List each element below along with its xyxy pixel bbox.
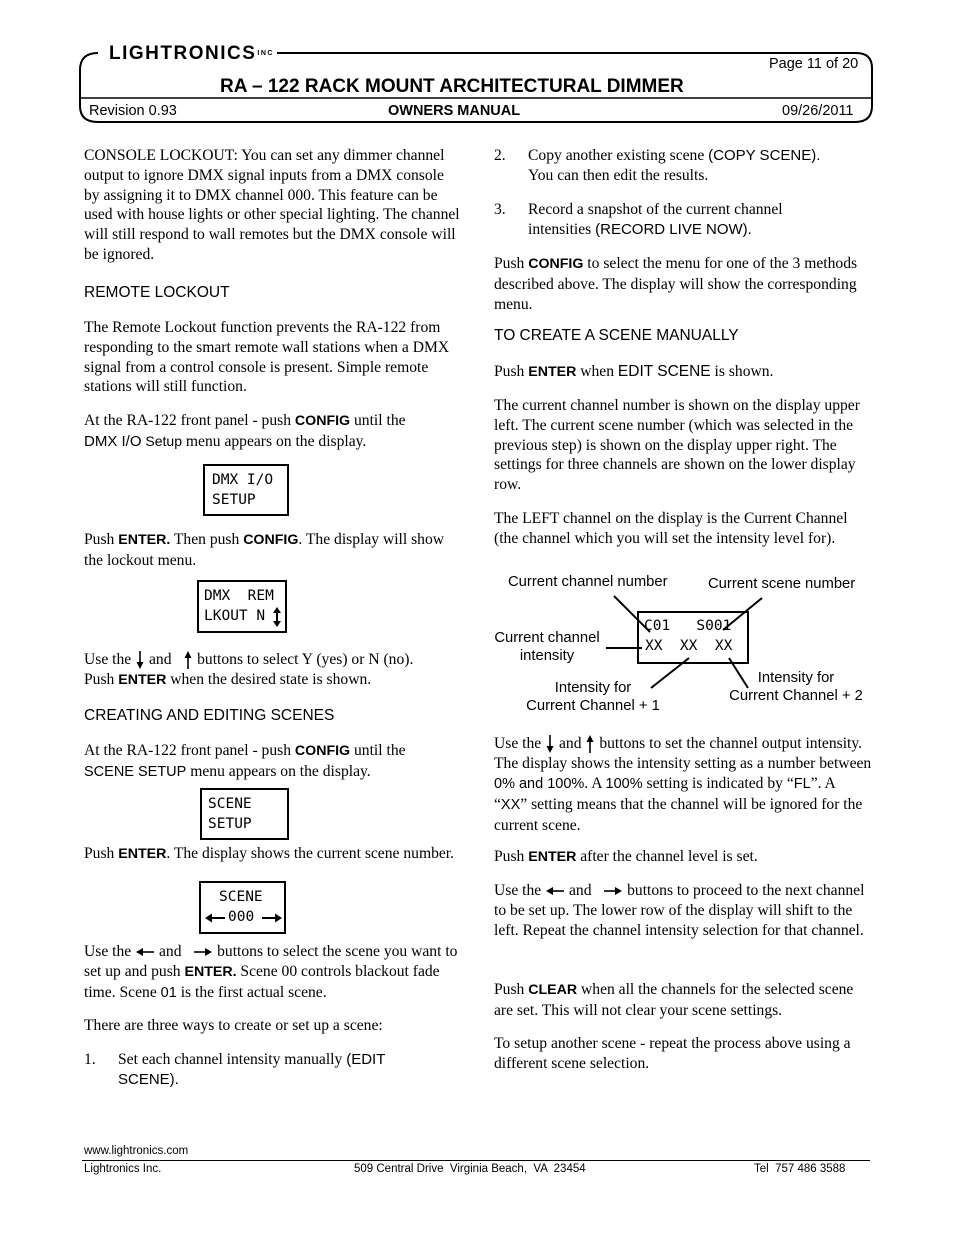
push-enter-instruction-1: Push ENTER. Then push CONFIG. The display will show the lockout menu. — [84, 531, 445, 569]
footer-url[interactable]: www.lightronics.com — [84, 1145, 189, 1157]
use-left-right-instruction-1: Use the and buttons to select the scene you want to set up and push ENTER. Scene 00 controls blackout fade time. Scene 01 is the first actual scene. — [84, 943, 458, 1001]
left-arrow-icon — [204, 912, 226, 924]
down-arrow-icon — [135, 650, 145, 670]
front-panel-instruction-1: At the RA-122 front panel - push CONFIG until the DMX I/O Setup menu appears on the display. — [84, 412, 406, 450]
footer-rule — [82, 1160, 870, 1161]
push-clear-paragraph: Push CLEAR when all the channels for the selected scene are set. This will not clear your scene settings. — [494, 981, 854, 1019]
label-current-channel-number: Current channel number — [508, 574, 668, 590]
lcd-dmx-io-setup: DMX I/O SETUP — [203, 464, 289, 516]
document-subtitle: OWNERS MANUAL — [388, 103, 521, 119]
use-left-right-instruction-2: Use the and buttons to proceed to the next channel to be set up. The lower row of the display will shift to the left. Repeat the channel intensity selection for that channel. — [494, 882, 865, 939]
footer-company: Lightronics Inc. — [84, 1163, 162, 1175]
up-down-arrow-icon — [271, 606, 283, 628]
page-number: Page 11 of 20 — [769, 56, 859, 72]
left-arrow-icon — [545, 885, 565, 897]
diagram-lcd-row-1: C01 S001 — [644, 618, 732, 634]
use-up-down-instruction: Use the and buttons to select Y (yes) or N (no). Push ENTER when the desired state is shown. — [84, 651, 414, 689]
up-arrow-icon — [585, 734, 595, 754]
label-current-channel-intensity: Current channel intensity — [494, 630, 600, 664]
document-title: RA – 122 RACK MOUNT ARCHITECTURAL DIMMER — [220, 76, 684, 97]
footer-address: 509 Central Drive Virginia Beach, VA 23454 — [354, 1163, 586, 1175]
label-intensity-channel-plus-2: Intensity for Current Channel + 2 — [729, 670, 863, 704]
document-date: 09/26/2011 — [782, 103, 854, 119]
front-panel-instruction-2: At the RA-122 front panel - push CONFIG until the SCENE SETUP menu appears on the display. — [84, 742, 406, 780]
create-scene-manually-heading: TO CREATE A SCENE MANUALLY — [494, 327, 739, 344]
remote-lockout-paragraph: The Remote Lockout function prevents the RA-122 from responding to the smart remote wall stations when a DMX signal from a control console is present. Simple remote stations will still function. — [84, 319, 450, 396]
right-arrow-icon — [193, 946, 213, 958]
current-channel-paragraph: The current channel number is shown on the display upper left. The current scene number (which was selected in the previous step) is shown on the display upper right. The settings for three channels are shown on the lower display row. — [494, 397, 860, 494]
footer-phone: Tel 757 486 3588 — [754, 1163, 846, 1175]
three-ways-paragraph: There are three ways to create or set up a scene: — [84, 1017, 383, 1034]
use-up-down-set-intensity: Use the and buttons to set the channel output intensity. The display shows the intensity setting as a number between 0% and 100%. A 100% setting is indicated by “FL”. A “XX” setting means that the channel will be ignored for the current scene. — [494, 735, 872, 834]
label-current-scene-number: Current scene number — [708, 576, 856, 592]
label-intensity-channel-plus-1: Intensity for Current Channel + 1 — [526, 680, 660, 714]
revision: Revision 0.93 — [89, 103, 177, 119]
push-enter-edit-scene: Push ENTER when EDIT SCENE is shown. — [494, 363, 774, 380]
right-arrow-icon — [603, 885, 623, 897]
push-enter-instruction-2: Push ENTER. The display shows the current scene number. — [84, 845, 455, 862]
up-arrow-icon — [183, 650, 193, 670]
left-arrow-icon — [135, 946, 155, 958]
lcd-lockout-menu: DMX REM LKOUT N — [197, 580, 287, 633]
down-arrow-icon — [545, 734, 555, 754]
setup-another-scene-paragraph: To setup another scene - repeat the process above using a different scene selection. — [494, 1035, 851, 1072]
push-config-paragraph: Push CONFIG to select the menu for one of the 3 methods described above. The display will show the corresponding menu. — [494, 255, 858, 313]
creating-scenes-heading: CREATING AND EDITING SCENES — [84, 707, 335, 724]
right-arrow-icon — [261, 912, 283, 924]
lcd-scene-setup: SCENE SETUP — [200, 788, 289, 840]
left-channel-paragraph: The LEFT channel on the display is the Current Channel (the channel which you will set the intensity level for). — [494, 510, 848, 547]
push-enter-after-level: Push ENTER after the channel level is set. — [494, 848, 758, 865]
remote-lockout-heading: REMOTE LOCKOUT — [84, 284, 230, 301]
company-logo: $LIGHTRONICS^{INC}$ — [106, 42, 277, 66]
diagram-lcd-row-2: XX XX XX — [645, 638, 733, 654]
lcd-scene-number: SCENE 000 — [199, 881, 286, 934]
console-lockout-paragraph: CONSOLE LOCKOUT: You can set any dimmer channel output to ignore DMX signal inputs from a DMX console by assigning it to DMX channel 000. This feature can be used with house lights or other special lighting. The channel will still respond to wall remotes but the DMX console will be ignored. — [84, 147, 460, 263]
